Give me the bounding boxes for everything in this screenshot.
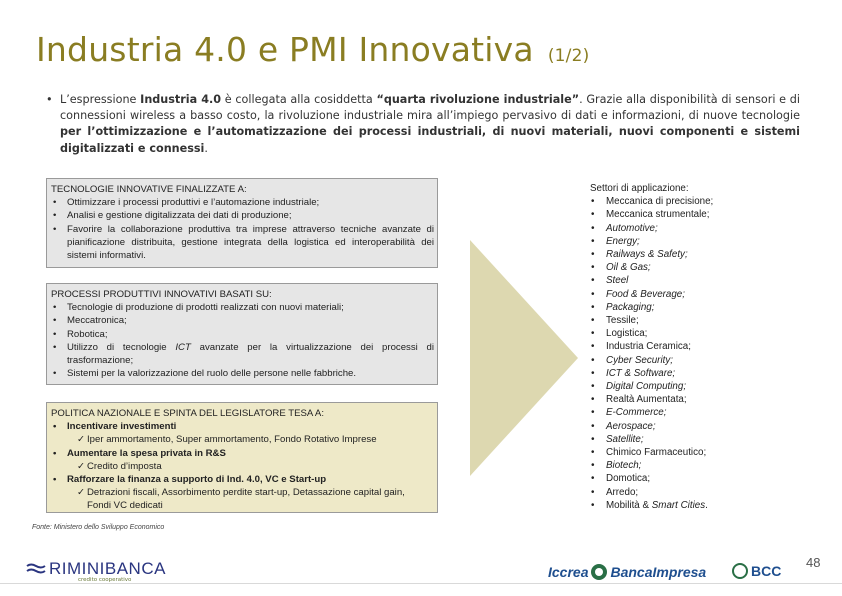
- list-item: • Rafforzare la finanza a supporto di Ind. 4.0, VC e Start-up: [51, 473, 434, 486]
- list-item: • Sistemi per la valorizzazione del ruolo delle persone nelle fabbriche.: [51, 367, 434, 380]
- footer-divider: [0, 583, 842, 584]
- bcc-logo: BCC: [732, 563, 781, 579]
- sector-item: • Arredo;: [590, 486, 790, 499]
- sector-item: • Meccanica di precisione;: [590, 195, 790, 208]
- bullet-icon: •: [46, 93, 53, 106]
- list-item: • Tecnologie di produzione di prodotti realizzati con nuovi materiali;: [51, 301, 434, 314]
- emblem-icon: [591, 564, 607, 580]
- emblem-icon: [732, 563, 748, 579]
- sectors-list: [590, 182, 790, 512]
- sector-item: • Automotive;: [590, 222, 790, 235]
- sector-item: • E-Commerce;: [590, 406, 790, 419]
- wave-icon: [26, 562, 46, 576]
- sector-item: • Packaging;: [590, 301, 790, 314]
- list-item: • Aumentare la spesa privata in R&S: [51, 447, 434, 460]
- list-item: • Meccatronica;: [51, 314, 434, 327]
- tech-heading: TECNOLOGIE INNOVATIVE FINALIZZATE A:: [51, 184, 247, 195]
- list-item: • Utilizzo di tecnologie ICT avanzate per la virtualizzazione dei processi di trasformazione;: [51, 341, 434, 367]
- processes-box: [46, 283, 438, 385]
- page-title: Industria 4.0 e PMI Innovativa (1/2): [36, 30, 590, 69]
- sector-item: • Energy;: [590, 235, 790, 248]
- check-item: ✓ Iper ammortamento, Super ammortamento, Fondo Rotativo Imprese: [51, 433, 434, 446]
- policy-heading: POLITICA NAZIONALE E SPINTA DEL LEGISLATORE TESA A:: [51, 408, 324, 419]
- arrow-right-icon: [468, 240, 580, 476]
- policy-box: [46, 402, 438, 513]
- list-item: • Incentivare investimenti: [51, 420, 434, 433]
- sector-item: • Mobilità & Smart Cities.: [590, 499, 790, 512]
- sectors-heading: Settori di applicazione:: [590, 183, 689, 194]
- sector-item: • Realtà Aumentata;: [590, 393, 790, 406]
- source-note: Fonte: Ministero dello Sviluppo Economico: [32, 524, 165, 531]
- page-part: (1/2): [547, 46, 590, 66]
- sector-item: • Biotech;: [590, 459, 790, 472]
- sector-item: • Oil & Gas;: [590, 261, 790, 274]
- check-item: ✓ Detrazioni fiscali, Assorbimento perdite start-up, Detassazione capital gain, Fondi VC dedicati: [51, 486, 434, 512]
- sector-item: • ICT & Software;: [590, 367, 790, 380]
- list-item: • Ottimizzare i processi produttivi e l’automazione industriale;: [51, 196, 434, 209]
- sector-item: • Chimico Farmaceutico;: [590, 446, 790, 459]
- sector-item: • Cyber Security;: [590, 354, 790, 367]
- sector-item: • Domotica;: [590, 472, 790, 485]
- sector-item: • Tessile;: [590, 314, 790, 327]
- sector-item: • Satellite;: [590, 433, 790, 446]
- check-item: ✓ Credito d’imposta: [51, 460, 434, 473]
- processes-heading: PROCESSI PRODUTTIVI INNOVATIVI BASATI SU:: [51, 289, 272, 300]
- page-number: 48: [806, 555, 821, 570]
- sector-item: • Food & Beverage;: [590, 288, 790, 301]
- list-item: • Analisi e gestione digitalizzata dei dati di produzione;: [51, 209, 434, 222]
- list-item: • Favorire la collaborazione produttiva tra imprese attraverso tecniche avanzate di pianificazione distribuita, gestione integrata della logistica ed interoperabilità dei sistemi informativi.: [51, 223, 434, 263]
- sector-item: • Aerospace;: [590, 420, 790, 433]
- sector-item: • Meccanica strumentale;: [590, 208, 790, 221]
- sector-item: • Digital Computing;: [590, 380, 790, 393]
- sector-item: • Steel: [590, 274, 790, 287]
- riminibanca-logo: RIMINIBANCA credito cooperativo: [26, 560, 166, 578]
- list-item: • Robotica;: [51, 328, 434, 341]
- tech-box: [46, 178, 438, 268]
- iccrea-logo: Iccrea BancaImpresa: [548, 564, 707, 580]
- sector-item: • Railways & Safety;: [590, 248, 790, 261]
- sector-item: • Logistica;: [590, 327, 790, 340]
- intro-paragraph: • L’espressione Industria 4.0 è collegata alla cosiddetta “quarta rivoluzione industriale”. Grazie alla disponibilità di sensori e di connessioni wireless a basso costo, la rivoluzione industriale mira all’impiego pervasivo di dati e informazioni, di nuove tecnologie per l’ottimizzazione e l’automatizzazione dei processi industriali, di nuovi materiali, nuovi componenti e sistemi digitalizzati e connessi.: [46, 93, 800, 155]
- sector-item: • Industria Ceramica;: [590, 340, 790, 353]
